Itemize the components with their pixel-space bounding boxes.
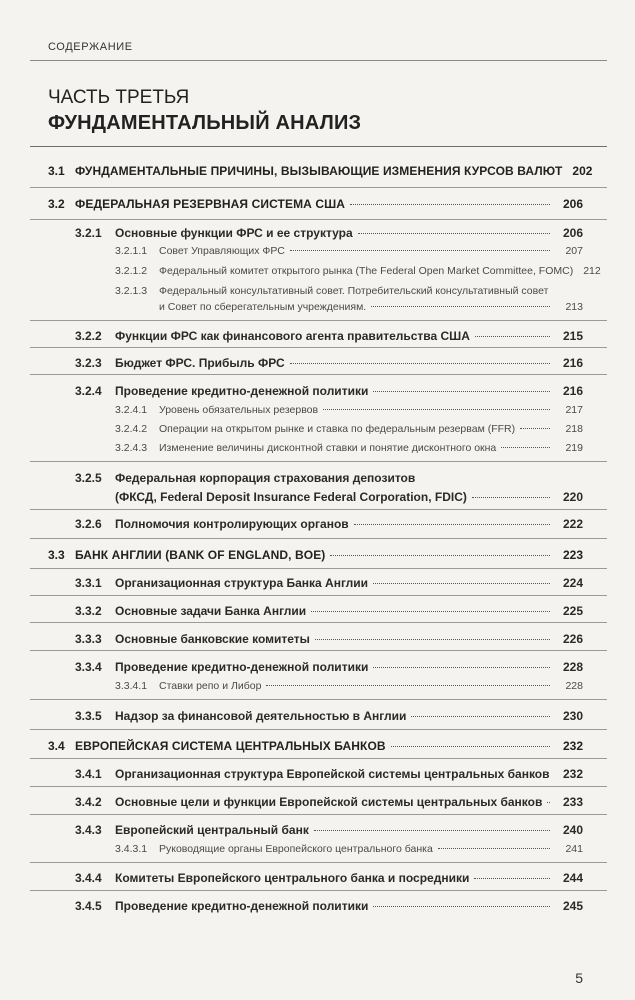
toc-entry-3-3-2[interactable]	[0, 604, 635, 618]
entry-title: Надзор за финансовой деятельностью в Англии	[115, 709, 407, 723]
entry-page: 225	[562, 604, 583, 618]
dot-leader	[391, 746, 550, 747]
entry-number: 3.2.4.3	[115, 442, 148, 454]
subsection-divider	[30, 595, 607, 596]
dot-leader	[373, 583, 550, 584]
entry-title: Основные банковские комитеты	[115, 632, 310, 646]
entry-page: 216	[562, 384, 583, 398]
dot-leader	[547, 802, 550, 803]
dot-leader	[358, 233, 550, 234]
entry-page: 206	[562, 226, 583, 240]
dot-leader	[371, 306, 550, 307]
entry-page: 230	[562, 709, 583, 723]
dot-leader	[350, 204, 550, 205]
entry-title: Изменение величины дисконтной ставки и понятие дисконтного окна	[159, 442, 497, 454]
entry-page: 233	[562, 795, 583, 809]
section-divider	[30, 538, 607, 539]
entry-title-line2: и Совет по сберегательным учреждениям.	[159, 301, 367, 313]
toc-entry-3-1[interactable]	[0, 164, 635, 178]
dot-leader	[373, 391, 550, 392]
entry-page: 241	[565, 843, 583, 855]
entry-title: Руководящие органы Европейского центрального банка	[159, 843, 433, 855]
entry-page: 226	[562, 632, 583, 646]
entry-page: 228	[562, 660, 583, 674]
entry-title: Проведение кредитно-денежной политики	[115, 899, 369, 913]
entry-title: Уровень обязательных резервов	[159, 404, 319, 416]
part-label: ЧАСТЬ ТРЕТЬЯ	[48, 87, 190, 108]
entry-number: 3.2.1.3	[115, 285, 148, 297]
toc-entry-3-4-5[interactable]	[0, 899, 635, 913]
entry-title: Бюджет ФРС. Прибыль ФРС	[115, 356, 285, 370]
entry-title: Ставки репо и Либор	[159, 680, 262, 692]
page-number: 5	[575, 970, 583, 986]
dot-leader	[290, 363, 550, 364]
entry-number: 3.4.1	[75, 767, 102, 781]
subsection-divider	[30, 786, 607, 787]
entry-title: Комитеты Европейского центрального банка и посредники	[115, 871, 470, 885]
subsection-divider	[30, 862, 607, 863]
toc-entry-3-2-1-3[interactable]	[0, 285, 635, 297]
toc-entry-3-4-2[interactable]	[0, 795, 635, 809]
entry-number: 3.4.5	[75, 899, 102, 913]
toc-entry-3-4[interactable]	[0, 739, 635, 753]
entry-number: 3.3.1	[75, 576, 102, 590]
toc-entry-3-2-4[interactable]	[0, 384, 635, 398]
entry-number: 3.4	[48, 739, 65, 753]
toc-entry-3-4-3[interactable]	[0, 823, 635, 837]
entry-page: 212	[583, 265, 601, 277]
dot-leader	[373, 906, 550, 907]
toc-entry-3-2-4-2[interactable]	[0, 423, 635, 435]
toc-entry-3-2-2[interactable]	[0, 329, 635, 343]
dot-leader	[290, 250, 550, 251]
toc-entry-3-2-1-1[interactable]	[0, 245, 635, 257]
entry-title: Организационная структура Европейской системы центральных банков	[115, 767, 550, 781]
dot-leader	[354, 524, 550, 525]
toc-entry-3-2-1-3-cont[interactable]	[0, 301, 635, 313]
section-divider	[30, 568, 607, 569]
entry-number: 3.2.1	[75, 226, 102, 240]
entry-number: 3.2.6	[75, 517, 102, 531]
entry-title: БАНК АНГЛИИ (BANK OF ENGLAND, BOE)	[75, 548, 326, 562]
toc-entry-3-3[interactable]	[0, 548, 635, 562]
entry-title: Полномочия контролирующих органов	[115, 517, 349, 531]
subsection-divider	[30, 320, 607, 321]
dot-leader	[520, 428, 550, 429]
entry-page: 206	[562, 197, 583, 211]
entry-number: 3.4.4	[75, 871, 102, 885]
dot-leader	[314, 830, 550, 831]
dot-leader	[472, 497, 550, 498]
toc-entry-3-3-4-1[interactable]	[0, 680, 635, 692]
entry-title: Европейский центральный банк	[115, 823, 309, 837]
entry-number: 3.2.4.1	[115, 404, 148, 416]
entry-title: Совет Управляющих ФРС	[159, 245, 285, 257]
dot-leader	[266, 685, 550, 686]
entry-number: 3.4.3	[75, 823, 102, 837]
toc-entry-3-2-5-cont[interactable]	[0, 490, 635, 504]
toc-entry-3-2-5[interactable]	[0, 471, 635, 485]
entry-title: ЕВРОПЕЙСКАЯ СИСТЕМА ЦЕНТРАЛЬНЫХ БАНКОВ	[75, 739, 386, 753]
entry-number: 3.2.4	[75, 384, 102, 398]
section-divider	[30, 187, 607, 188]
toc-entry-3-4-3-1[interactable]	[0, 843, 635, 855]
entry-number: 3.3	[48, 548, 65, 562]
dot-leader	[474, 878, 550, 879]
entry-number: 3.3.4	[75, 660, 102, 674]
subsection-divider	[30, 374, 607, 375]
entry-page: 232	[562, 739, 583, 753]
entry-page: 219	[565, 442, 583, 454]
section-divider	[30, 219, 607, 220]
dot-leader	[438, 848, 550, 849]
entry-title: Основные функции ФРС и ее структура	[115, 226, 353, 240]
entry-page: 216	[562, 356, 583, 370]
entry-number: 3.3.5	[75, 709, 102, 723]
subsection-divider	[30, 699, 607, 700]
entry-title: Организационная структура Банка Англии	[115, 576, 369, 590]
entry-page: 218	[565, 423, 583, 435]
entry-number: 3.2.5	[75, 471, 102, 485]
part-title: ФУНДАМЕНТАЛЬНЫЙ АНАЛИЗ	[48, 112, 362, 134]
toc-entry-3-2-4-1[interactable]	[0, 404, 635, 416]
toc-entry-3-3-4[interactable]	[0, 660, 635, 674]
entry-title-line1: Федеральный консультативный совет. Потребительский консультативный совет	[159, 285, 549, 297]
entry-title: ФЕДЕРАЛЬНАЯ РЕЗЕРВНАЯ СИСТЕМА США	[75, 197, 346, 211]
dot-leader	[323, 409, 550, 410]
toc-entry-3-2-4-3[interactable]	[0, 442, 635, 454]
entry-number: 3.4.3.1	[115, 843, 148, 855]
dot-leader	[501, 447, 550, 448]
entry-page: 240	[562, 823, 583, 837]
toc-entry-3-2[interactable]	[0, 197, 635, 211]
entry-page: 207	[565, 245, 583, 257]
entry-page: 245	[562, 899, 583, 913]
toc-entry-3-4-4[interactable]	[0, 871, 635, 885]
section-divider	[30, 729, 607, 730]
entry-title-line2: (ФКСД, Federal Deposit Insurance Federal Corporation, FDIC)	[115, 490, 467, 504]
entry-title: Федеральный комитет открытого рынка (The Federal Open Market Committee, FOMC)	[159, 265, 574, 277]
entry-number: 3.3.3	[75, 632, 102, 646]
dot-leader	[373, 667, 550, 668]
dot-leader	[330, 555, 550, 556]
entry-number: 3.2.2	[75, 329, 102, 343]
entry-page: 215	[562, 329, 583, 343]
entry-title: Проведение кредитно-денежной политики	[115, 384, 369, 398]
toc-entry-3-2-6[interactable]	[0, 517, 635, 531]
dot-leader	[475, 336, 550, 337]
entry-number: 3.2.3	[75, 356, 102, 370]
entry-page: 217	[565, 404, 583, 416]
entry-page: 244	[562, 871, 583, 885]
subsection-divider	[30, 347, 607, 348]
running-head: СОДЕРЖАНИЕ	[48, 41, 133, 53]
entry-number: 3.2	[48, 197, 65, 211]
entry-title-line1: Федеральная корпорация страхования депозитов	[115, 471, 416, 485]
subsection-divider	[30, 814, 607, 815]
toc-entry-3-3-3[interactable]	[0, 632, 635, 646]
entry-page: 213	[565, 301, 583, 313]
toc-entry-3-2-1-2[interactable]	[0, 265, 635, 277]
toc-entry-3-4-1[interactable]	[0, 767, 635, 781]
subsection-divider	[30, 509, 607, 510]
entry-number: 3.4.2	[75, 795, 102, 809]
entry-page: 223	[562, 548, 583, 562]
subsection-divider	[30, 622, 607, 623]
toc-entry-3-2-1[interactable]	[0, 226, 635, 240]
entry-title: Функции ФРС как финансового агента правительства США	[115, 329, 470, 343]
section-divider	[30, 758, 607, 759]
entry-page: 222	[562, 517, 583, 531]
entry-number: 3.2.1.2	[115, 265, 148, 277]
entry-title: Проведение кредитно-денежной политики	[115, 660, 369, 674]
entry-title: Основные цели и функции Европейской системы центральных банков	[115, 795, 543, 809]
entry-page: 228	[565, 680, 583, 692]
entry-title: ФУНДАМЕНТАЛЬНЫЕ ПРИЧИНЫ, ВЫЗЫВАЮЩИЕ ИЗМЕНЕНИЯ КУРСОВ ВАЛЮТ	[75, 164, 563, 178]
entry-number: 3.2.1.1	[115, 245, 148, 257]
entry-title: Основные задачи Банка Англии	[115, 604, 307, 618]
entry-page: 224	[562, 576, 583, 590]
entry-number: 3.3.2	[75, 604, 102, 618]
dot-leader	[411, 716, 550, 717]
entry-page: 232	[562, 767, 583, 781]
entry-page: 202	[572, 164, 593, 178]
entry-number: 3.1	[48, 164, 65, 178]
entry-title: Операции на открытом рынке и ставка по федеральным резервам (FFR)	[159, 423, 516, 435]
entry-number: 3.2.4.2	[115, 423, 148, 435]
subsection-divider	[30, 461, 607, 462]
toc-entry-3-3-1[interactable]	[0, 576, 635, 590]
entry-number: 3.3.4.1	[115, 680, 148, 692]
toc-entry-3-2-3[interactable]	[0, 356, 635, 370]
subsection-divider	[30, 650, 607, 651]
dot-leader	[311, 611, 550, 612]
toc-entry-3-3-5[interactable]	[0, 709, 635, 723]
entry-page: 220	[562, 490, 583, 504]
dot-leader	[315, 639, 550, 640]
subsection-divider	[30, 890, 607, 891]
